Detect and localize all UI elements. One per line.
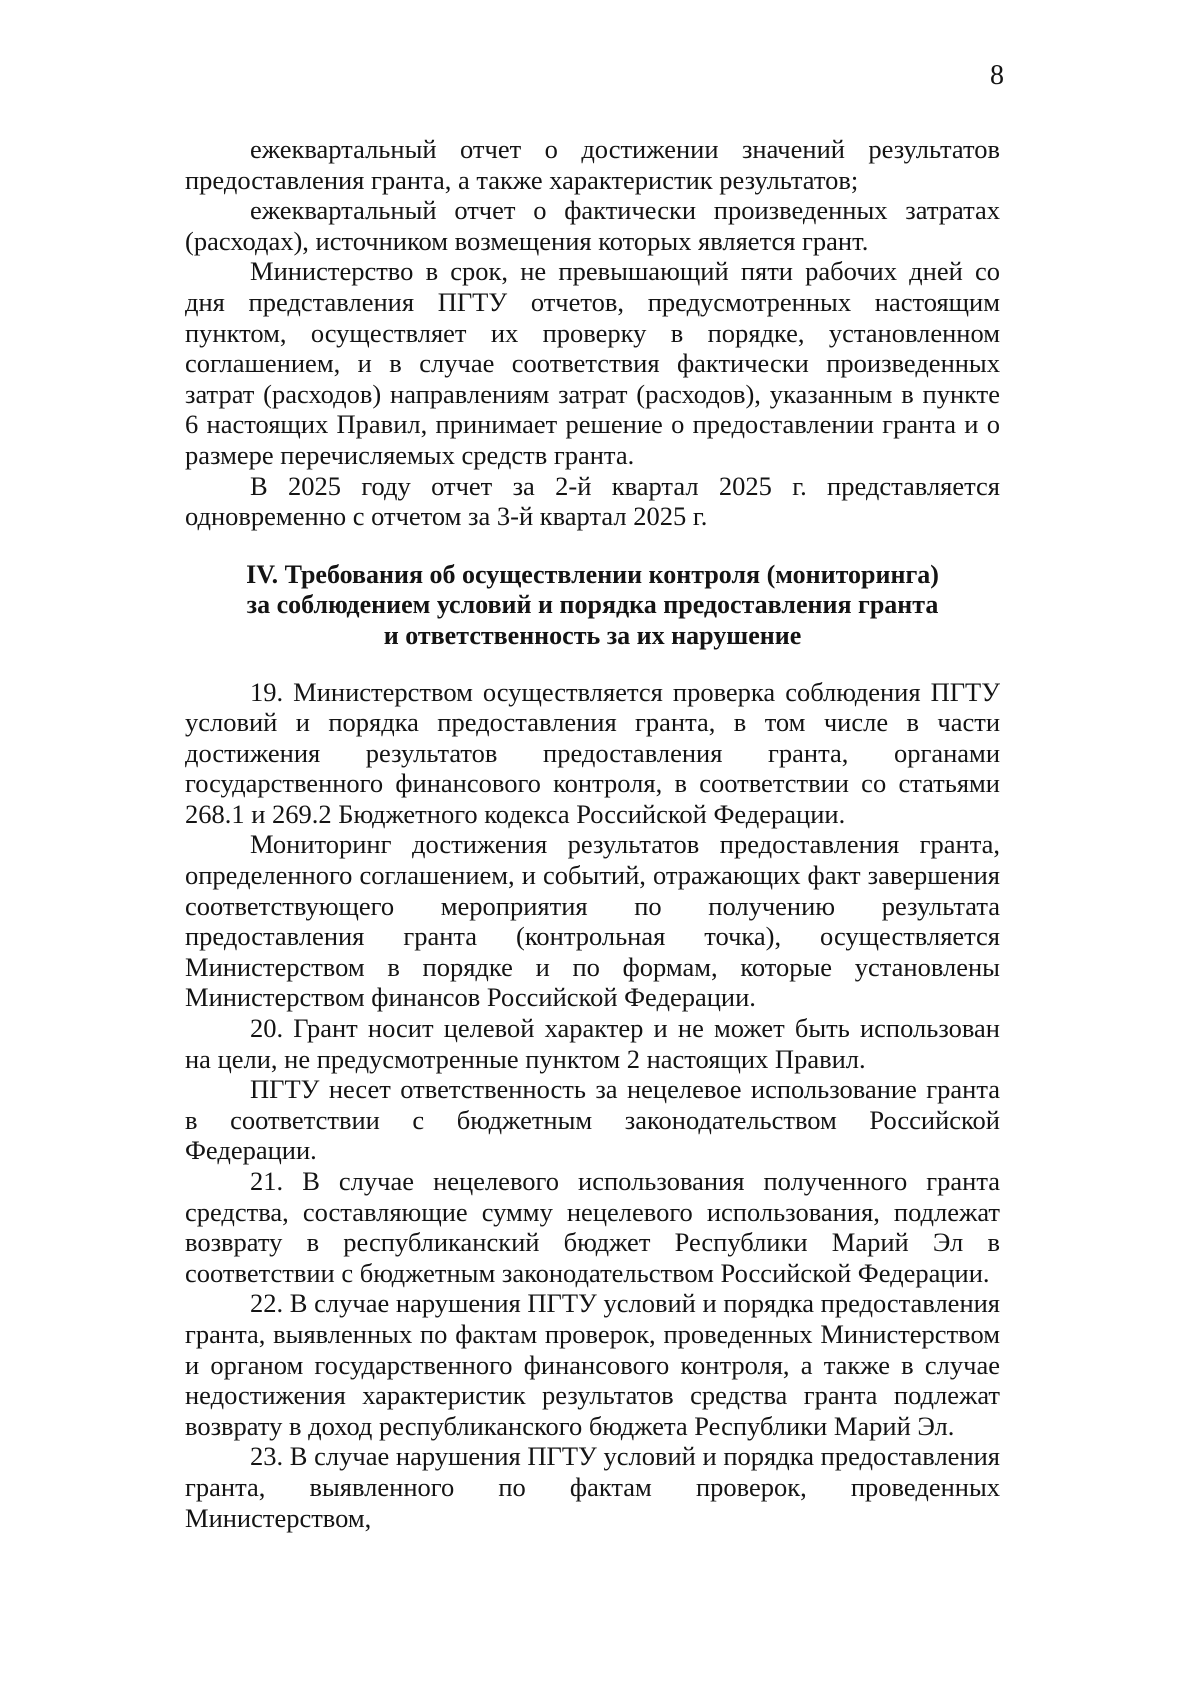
paragraph-ministry-review: Министерство в срок, не превышающий пяти рабочих дней со дня представления ПГТУ отчетов, предусмотренных настоящим пунктом, осуществляет их проверку в порядке, установленном соглашением, и в случае соответствия фактически произведенных затрат (расходов) направлениям затрат (расходов), указанным в пункте 6 настоящих Правил, принимает решение о предоставлении гранта и о размере перечисляемых средств гранта.	[185, 256, 1000, 470]
section-heading-line-1: IV. Требования об осуществлении контроля (мониторинга)	[246, 559, 939, 589]
paragraph-item-22: 22. В случае нарушения ПГТУ условий и порядка предоставления гранта, выявленных по фактам проверок, проведенных Министерством и органом государственного финансового контроля, а также в случае недостижения характеристик результатов средства гранта подлежат возврату в доход республиканского бюджета Республики Марий Эл.	[185, 1288, 1000, 1441]
paragraph-item-20: 20. Грант носит целевой характер и не может быть использован на цели, не предусмотренные пунктом 2 настоящих Правил.	[185, 1013, 1000, 1074]
paragraph-item-21: 21. В случае нецелевого использования полученного гранта средства, составляющие сумму нецелевого использования, подлежат возврату в республиканский бюджет Республики Марий Эл в соответствии с бюджетным законодательством Российской Федерации.	[185, 1166, 1000, 1288]
paragraph-item-19: 19. Министерством осуществляется проверка соблюдения ПГТУ условий и порядка предоставления гранта, в том числе в части достижения результатов предоставления гранта, органами государственного финансового контроля, в соответствии со статьями 268.1 и 269.2 Бюджетного кодекса Российской Федерации.	[185, 676, 1000, 829]
section-heading-line-3: и ответственность за их нарушение	[383, 620, 802, 650]
paragraph-quarterly-expenses-report: ежеквартальный отчет о фактически произведенных затратах (расходах), источником возмещения которых является грант.	[185, 195, 1000, 256]
section-heading	[185, 560, 1000, 652]
paragraph-quarterly-results-report: ежеквартальный отчет о достижении значений результатов предоставления гранта, а также характеристик результатов;	[185, 134, 1000, 195]
paragraph-monitoring: Мониторинг достижения результатов предоставления гранта, определенного соглашением, и событий, отражающих факт завершения соответствующего мероприятия по получению результата предоставления гранта (контрольная точка), осуществляется Министерством в порядке и по формам, которые установлены Министерством финансов Российской Федерации.	[185, 829, 1000, 1013]
paragraph-2025-report: В 2025 году отчет за 2-й квартал 2025 г. представляется одновременно с отчетом за 3-й квартал 2025 г.	[185, 470, 1000, 532]
section-heading-line-2: за соблюдением условий и порядка предоставления гранта	[246, 590, 939, 620]
paragraph-responsibility: ПГТУ несет ответственность за нецелевое использование гранта в соответствии с бюджетным законодательством Российской Федерации.	[185, 1074, 1000, 1166]
paragraph-item-23: 23. В случае нарушения ПГТУ условий и порядка предоставления гранта, выявленного по фактам проверок, проведенных Министерством,	[185, 1441, 1000, 1533]
page-number: 8	[990, 60, 1004, 91]
document-body	[185, 134, 1000, 1533]
